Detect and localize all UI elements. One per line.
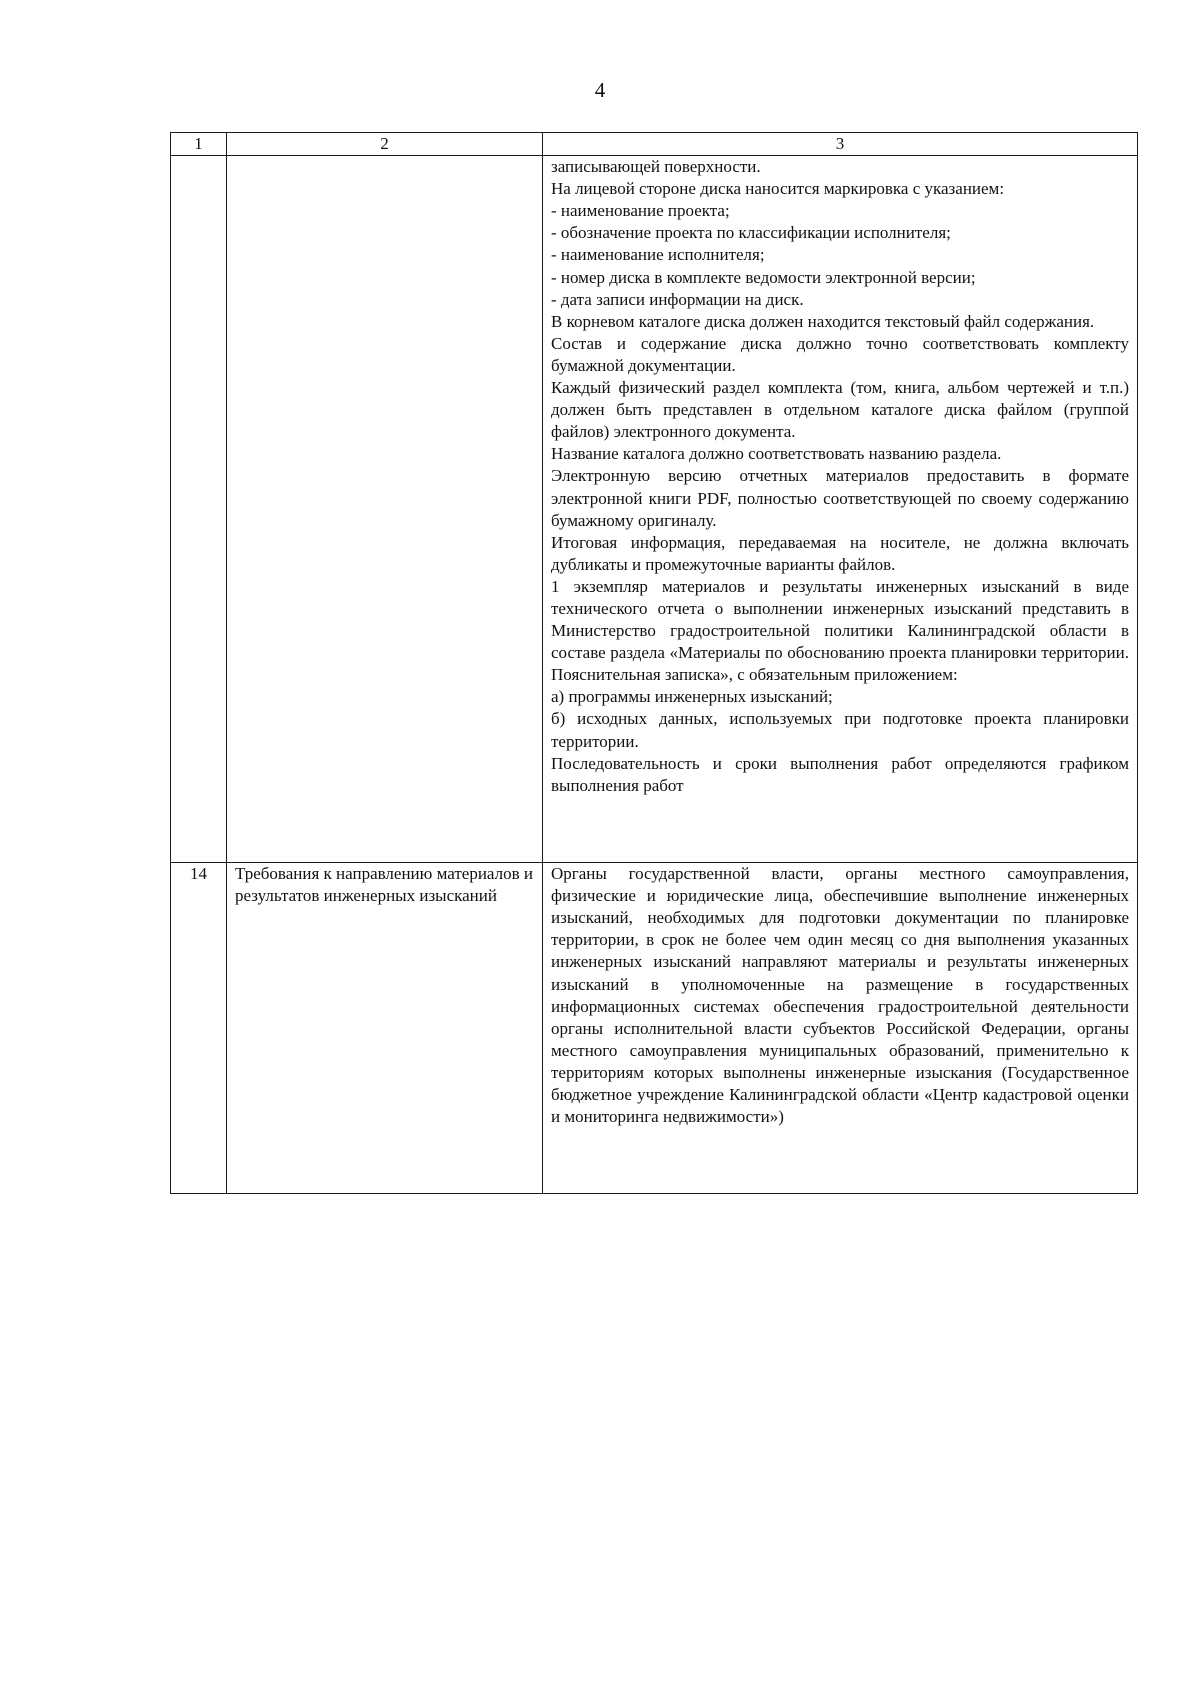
- row-number-cell: [171, 156, 227, 863]
- table-header-row: [171, 133, 1138, 156]
- content-list-item: б) исходных данных, используемых при подготовке проекта планировки территории.: [551, 709, 1129, 751]
- requirement-name-cell: [227, 156, 543, 863]
- content-list-item: - дата записи информации на диск.: [551, 289, 804, 309]
- content-paragraph: На лицевой стороне диска наносится маркировка с указанием:: [551, 179, 1005, 199]
- content-paragraph: Название каталога должно соответствовать названию раздела.: [551, 444, 1002, 464]
- page-number: 4: [594, 78, 606, 102]
- header-col-2: 2: [227, 133, 543, 156]
- header-col-1: 1: [171, 133, 227, 156]
- content-paragraph: 1 экземпляр материалов и результаты инженерных изысканий в виде технического отчета о выполнении инженерных изысканий представить в Министерство градостроительной политики Калининградской области в составе раздела «Материалы по обоснованию проекта планировки территории. Пояснительная записка», с обязательным приложением:: [551, 576, 1129, 685]
- requirements-table: [170, 132, 1138, 1194]
- content-list-item: - наименование исполнителя;: [551, 245, 765, 265]
- content-list-item: а) программы инженерных изысканий;: [551, 687, 833, 707]
- content-paragraph: В корневом каталоге диска должен находится текстовый файл содержания.: [551, 311, 1095, 331]
- content-paragraph: Электронную версию отчетных материалов предоставить в формате электронной книги PDF, полностью соответствующей по своему содержанию бумажному оригиналу.: [551, 466, 1129, 530]
- header-col-3: 3: [543, 133, 1138, 156]
- table-row: [171, 863, 1138, 1194]
- requirement-content-cell: [543, 156, 1138, 863]
- content-paragraph: Последовательность и сроки выполнения работ определяются графиком выполнения работ: [551, 753, 1129, 795]
- row-number-cell: 14: [171, 863, 227, 1194]
- table-row: [171, 156, 1138, 863]
- content-paragraph: Состав и содержание диска должно точно соответствовать комплекту бумажной документации.: [551, 333, 1129, 375]
- content-paragraph: записывающей поверхности.: [551, 157, 761, 177]
- content-paragraph: Итоговая информация, передаваемая на носителе, не должна включать дубликаты и промежуточные варианты файлов.: [551, 532, 1129, 574]
- content-list-item: - номер диска в комплекте ведомости электронной версии;: [551, 267, 976, 287]
- content-list-item: - обозначение проекта по классификации исполнителя;: [551, 223, 951, 243]
- content-paragraph: Органы государственной власти, органы местного самоуправления, физические и юридические лица, обеспечившие выполнение инженерных изысканий, необходимых для подготовки документации по планировке территории, в срок не более чем один месяц со дня выполнения указанных инженерных изысканий направляют материалы и результаты инженерных изысканий в уполномоченные на размещение в государственных информационных системах обеспечения градостроительной деятельности органы исполнительной власти субъектов Российской Федерации, органы местного самоуправления муниципальных образований, применительно к территориям которых выполнены инженерные изыскания (Государственное бюджетное учреждение Калининградской области «Центр кадастровой оценки и мониторинга недвижимости»): [551, 864, 1129, 1127]
- requirement-name-cell: Требования к направлению материалов и результатов инженерных изысканий: [227, 863, 543, 1194]
- content-paragraph: Каждый физический раздел комплекта (том, книга, альбом чертежей и т.п.) должен быть представлен в отдельном каталоге диска файлом (группой файлов) электронного документа.: [551, 378, 1129, 442]
- content-list-item: - наименование проекта;: [551, 201, 730, 221]
- requirement-content-cell: [543, 863, 1138, 1194]
